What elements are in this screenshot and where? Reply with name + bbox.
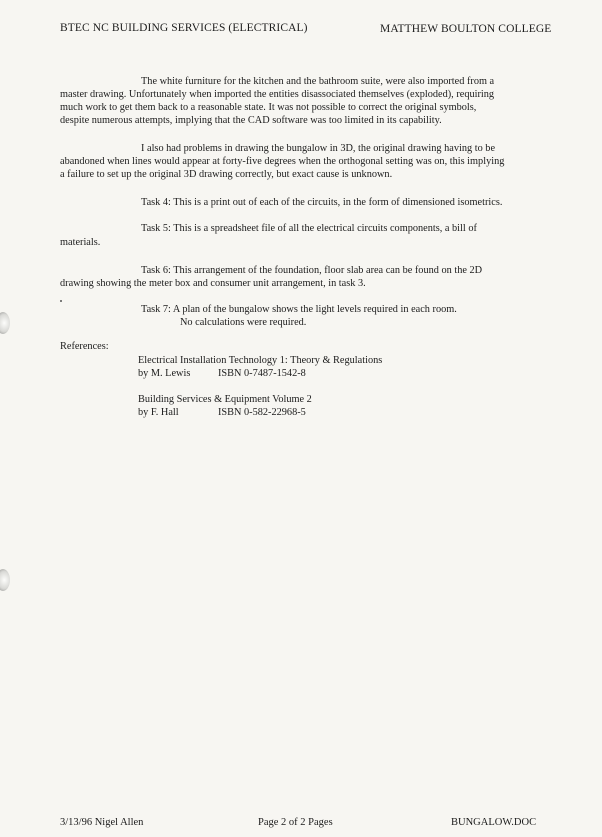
- task6-line1: Task 6: This arrangement of the foundation, floor slab area can be found on the 2D: [141, 265, 483, 276]
- task7-line2: No calculations were required.: [180, 317, 307, 328]
- para1-line4: despite numerous attempts, implying that the CAD software was too limited in its capability.: [60, 115, 442, 126]
- task7-line1: Task 7: A plan of the bungalow shows the light levels required in each room.: [141, 304, 457, 315]
- para1-line2: master drawing. Unfortunately when imported the entities disassociated themselves (exploded), requiring: [60, 89, 495, 100]
- para1-line3: much work to get them back to a reasonable state. It was not possible to correct the original symbols,: [60, 102, 477, 113]
- references-heading: References:: [60, 341, 109, 352]
- para2-line2: abandoned when lines would appear at forty-five degrees when the orthogonal setting was on, this implying: [60, 156, 505, 167]
- task4: Task 4: This is a print out of each of the circuits, in the form of dimensioned isometrics.: [141, 197, 503, 208]
- footer-right: BUNGALOW.DOC: [451, 817, 537, 828]
- para2-line1: I also had problems in drawing the bungalow in 3D, the original drawing having to be: [141, 143, 496, 154]
- ref2-author: by F. Hall: [138, 407, 179, 418]
- task5-line2: materials.: [60, 237, 101, 248]
- para2-line3: a failure to set up the original 3D drawing correctly, but exact cause is unknown.: [60, 169, 393, 180]
- task6-line2: drawing showing the meter box and consumer unit arrangement, in task 3.: [60, 278, 366, 289]
- para1-line1: The white furniture for the kitchen and the bathroom suite, were also imported from a: [141, 76, 495, 87]
- header-left: BTEC NC BUILDING SERVICES (ELECTRICAL): [60, 22, 308, 34]
- ref1-title: Electrical Installation Technology 1: Theory & Regulations: [138, 355, 383, 366]
- ref1-isbn: ISBN 0-7487-1542-8: [218, 368, 306, 379]
- ref1-author: by M. Lewis: [138, 368, 191, 379]
- stray-mark: [60, 300, 62, 302]
- ref2-isbn: ISBN 0-582-22968-5: [218, 407, 306, 418]
- footer-left: 3/13/96 Nigel Allen: [60, 817, 144, 828]
- punch-hole-bottom: [0, 569, 10, 591]
- punch-hole-top: [0, 312, 10, 334]
- header-right: MATTHEW BOULTON COLLEGE: [380, 23, 552, 35]
- ref2-title: Building Services & Equipment Volume 2: [138, 394, 312, 405]
- task5-line1: Task 5: This is a spreadsheet file of all the electrical circuits components, a bill of: [141, 223, 477, 234]
- footer-center: Page 2 of 2 Pages: [258, 817, 333, 828]
